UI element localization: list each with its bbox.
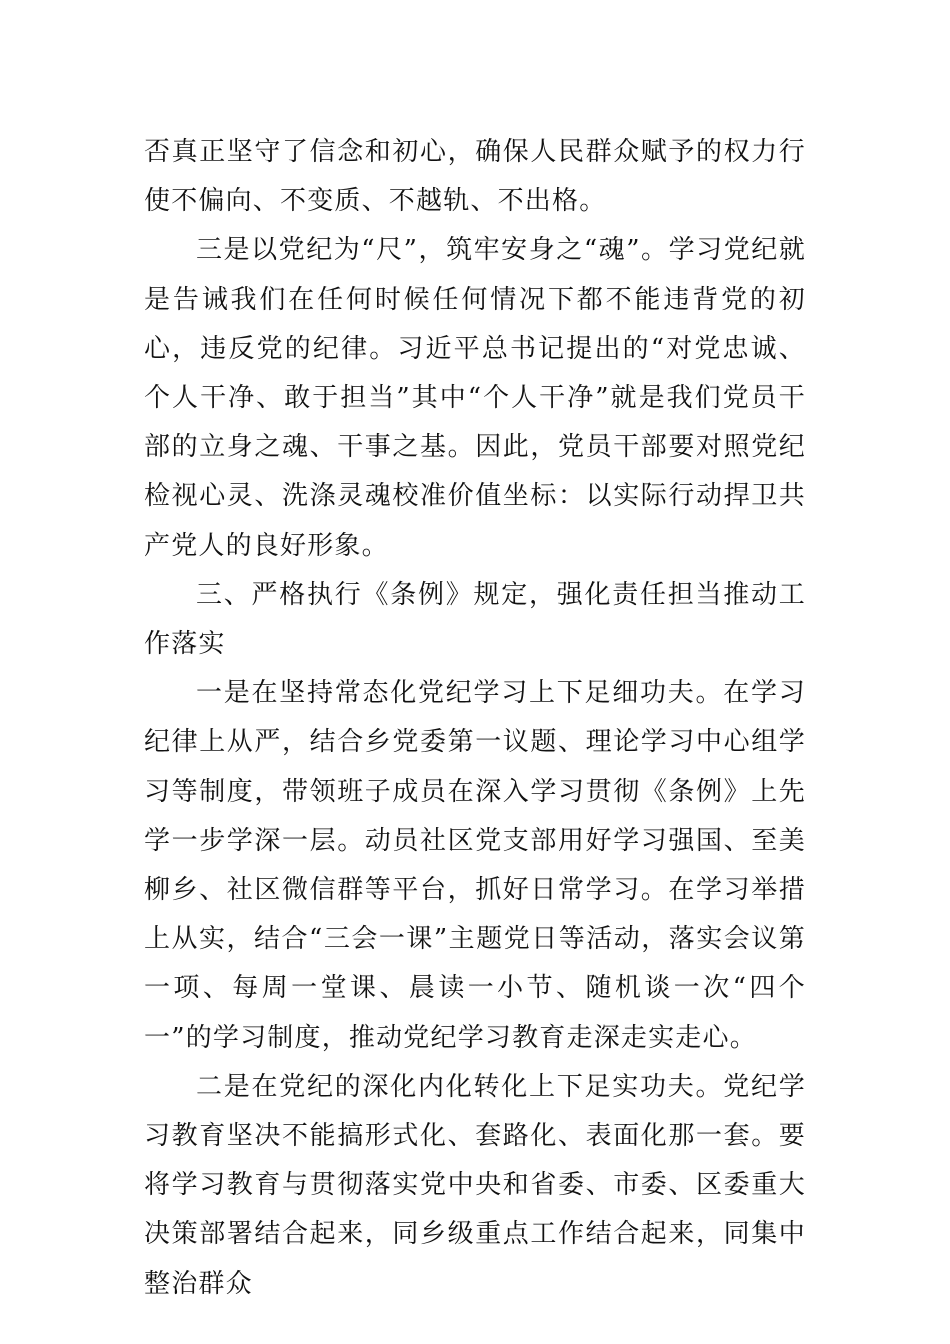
paragraph-continuation: 否真正坚守了信念和初心，确保人民群众赋予的权力行使不偏向、不变质、不越轨、不出格。 bbox=[144, 137, 806, 217]
paragraph-point-three: 三是以党纪为“尺”，筑牢安身之“魂”。学习党纪就是告诫我们在任何时候任何情况下都不能违背党的初心，违反党的纪律。习近平总书记提出的“对党忠诚、个人干净、敢于担当”其中“个人干净”就是我们党员干部的立身之魂、干事之基。因此，党员干部要对照党纪检视心灵、洗涤灵魂校准价值坐标：以实际行动捍卫共产党人的良好形象。 bbox=[144, 235, 806, 561]
section-heading-three: 三、严格执行《条例》规定，强化责任担当推动工作落实 bbox=[144, 579, 806, 660]
paragraph-point-two: 二是在党纪的深化内化转化上下足实功夫。党纪学习教育坚决不能搞形式化、套路化、表面化那一套。要将学习教育与贯彻落实党中央和省委、市委、区委重大决策部署结合起来，同乡级重点工作结合起来，同集中整治群众 bbox=[144, 1071, 806, 1299]
document-body bbox=[144, 128, 806, 1309]
paragraph-point-one: 一是在坚持常态化党纪学习上下足细功夫。在学习纪律上从严，结合乡党委第一议题、理论学习中心组学习等制度，带领班子成员在深入学习贯彻《条例》上先学一步学深一层。动员社区党支部用好学习强国、至美柳乡、社区微信群等平台，抓好日常学习。在学习举措上从实，结合“三会一课”主题党日等活动，落实会议第一项、每周一堂课、晨读一小节、随机谈一次“四个一”的学习制度，推动党纪学习教育走深走实走心。 bbox=[144, 678, 806, 1053]
